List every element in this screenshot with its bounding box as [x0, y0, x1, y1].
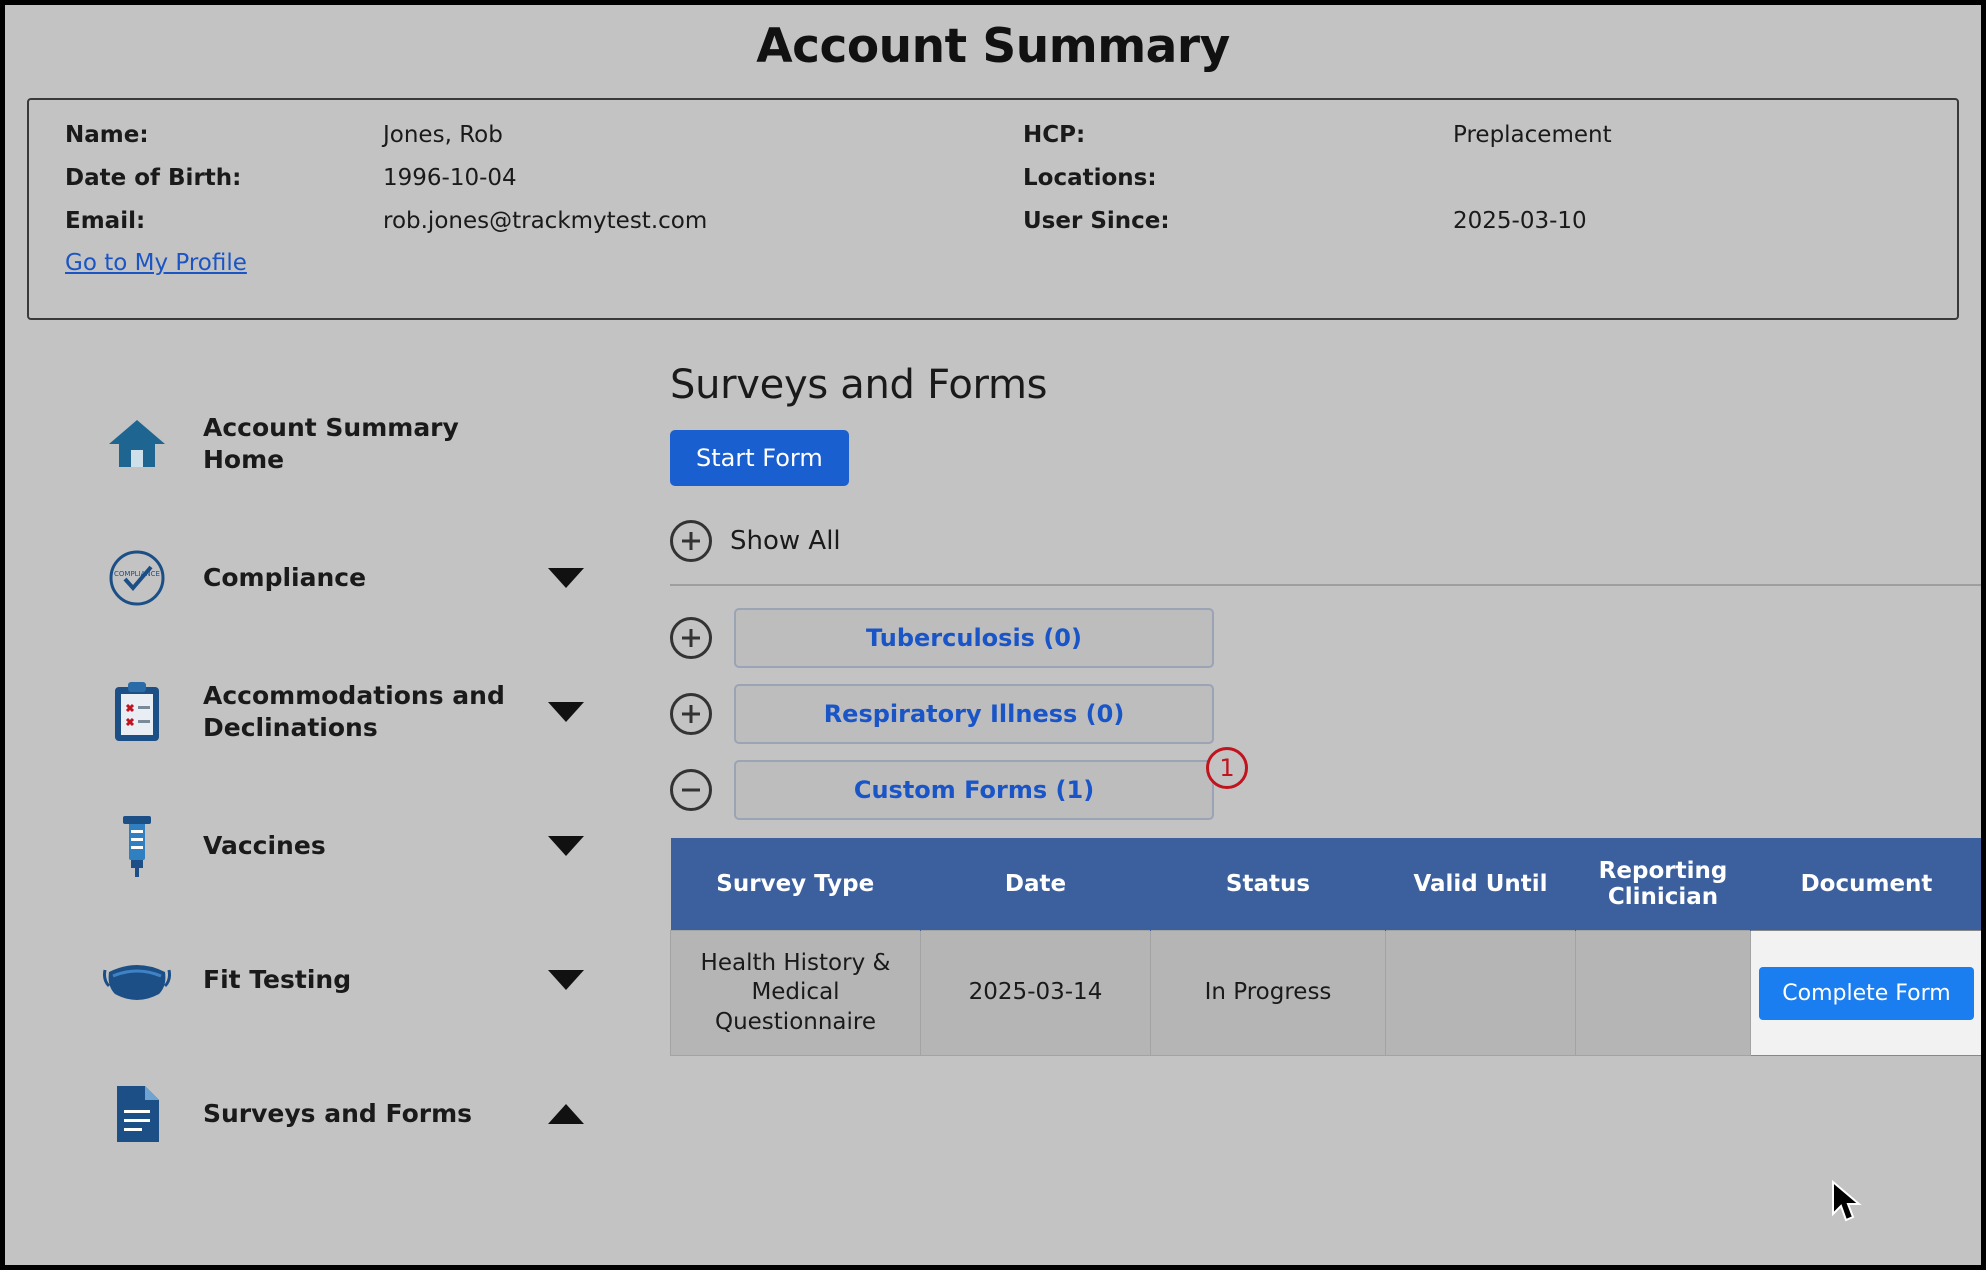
name-value: Jones, Rob [383, 122, 503, 148]
home-icon [101, 417, 173, 471]
cell-valid-until [1386, 931, 1576, 1056]
plus-icon[interactable] [670, 520, 712, 562]
dob-label: Date of Birth: [65, 165, 242, 191]
svg-text:COMPLIANCE: COMPLIANCE [114, 570, 160, 578]
sidebar-item-compliance[interactable] [101, 526, 670, 630]
expand-plus-icon[interactable] [670, 617, 712, 659]
sidebar-item-label: Accommodations and Declinations [203, 681, 505, 742]
collapse-minus-icon[interactable] [670, 769, 712, 811]
col-status: Status [1151, 838, 1386, 931]
show-all-row[interactable] [670, 520, 1983, 562]
clipboard-icon [101, 681, 173, 743]
sidebar-item-surveys-and-forms[interactable] [101, 1062, 670, 1166]
sidebar-item-label: Vaccines [203, 831, 326, 860]
start-form-button[interactable]: Start Form [670, 430, 849, 486]
table-header-row [671, 838, 1983, 931]
col-document: Document [1751, 838, 1983, 931]
chevron-down-icon[interactable] [548, 702, 584, 722]
cell-survey-type: Health History & Medical Questionnaire [671, 931, 921, 1056]
chevron-down-icon[interactable] [548, 836, 584, 856]
complete-form-button[interactable]: Complete Form [1759, 967, 1974, 1020]
cell-reporting-clinician [1576, 931, 1751, 1056]
col-reporting-clinician: Reporting Clinician [1576, 838, 1751, 931]
cell-document [1751, 931, 1983, 1056]
go-to-my-profile-link[interactable]: Go to My Profile [65, 250, 247, 276]
content-area [5, 344, 1981, 1128]
email-label: Email: [65, 208, 146, 234]
chevron-down-icon[interactable] [548, 970, 584, 990]
chevron-up-icon[interactable] [548, 1104, 584, 1124]
syringe-icon [101, 814, 173, 878]
surveys-table [670, 838, 1983, 1056]
expand-plus-icon[interactable] [670, 693, 712, 735]
document-icon [101, 1084, 173, 1144]
col-survey-type: Survey Type [671, 838, 921, 931]
account-info-grid [65, 122, 1921, 234]
account-info-panel [27, 98, 1959, 320]
hcp-label: HCP: [1023, 122, 1086, 148]
divider [670, 584, 1983, 586]
main-panel [670, 344, 1986, 1034]
group-button-tuberculosis[interactable]: Tuberculosis (0) [734, 608, 1214, 668]
user-since-label: User Since: [1023, 208, 1170, 234]
group-row-custom-forms [670, 754, 1983, 820]
col-valid-until: Valid Until [1386, 838, 1576, 931]
hcp-value: Preplacement [1453, 122, 1612, 148]
group-row-respiratory-illness [670, 684, 1983, 744]
mask-icon [101, 956, 173, 1004]
sidebar-item-label: Fit Testing [203, 965, 352, 994]
sidebar-item-vaccines[interactable] [101, 794, 670, 898]
compliance-icon [101, 549, 173, 607]
sidebar-item-label: Account Summary Home [203, 413, 459, 474]
section-heading: Surveys and Forms [670, 362, 1048, 408]
locations-label: Locations: [1023, 165, 1157, 191]
sidebar-item-label: Compliance [203, 563, 367, 592]
sidebar-item-account-summary-home[interactable] [101, 392, 670, 496]
chevron-down-icon[interactable] [548, 568, 584, 588]
group-button-custom-forms[interactable]: Custom Forms (1) [734, 760, 1214, 820]
sidebar-item-label: Surveys and Forms [203, 1099, 473, 1128]
table-row [671, 931, 1983, 1056]
sidebar [5, 344, 670, 1128]
name-label: Name: [65, 122, 149, 148]
email-value: rob.jones@trackmytest.com [383, 208, 708, 234]
group-row-tuberculosis [670, 608, 1983, 668]
col-date: Date [921, 838, 1151, 931]
cell-status: In Progress [1151, 931, 1386, 1056]
dob-value: 1996-10-04 [383, 165, 517, 191]
group-button-respiratory-illness[interactable]: Respiratory Illness (0) [734, 684, 1214, 744]
page-title: Account Summary [756, 19, 1230, 74]
cell-date: 2025-03-14 [921, 931, 1151, 1056]
sidebar-item-accommodations-and-declinations[interactable] [101, 660, 670, 764]
status-badge: 1 [1206, 747, 1248, 789]
user-since-value: 2025-03-10 [1453, 208, 1587, 234]
show-all-label: Show All [730, 526, 841, 556]
sidebar-item-fit-testing[interactable] [101, 928, 670, 1032]
locations-value [1453, 165, 1921, 191]
